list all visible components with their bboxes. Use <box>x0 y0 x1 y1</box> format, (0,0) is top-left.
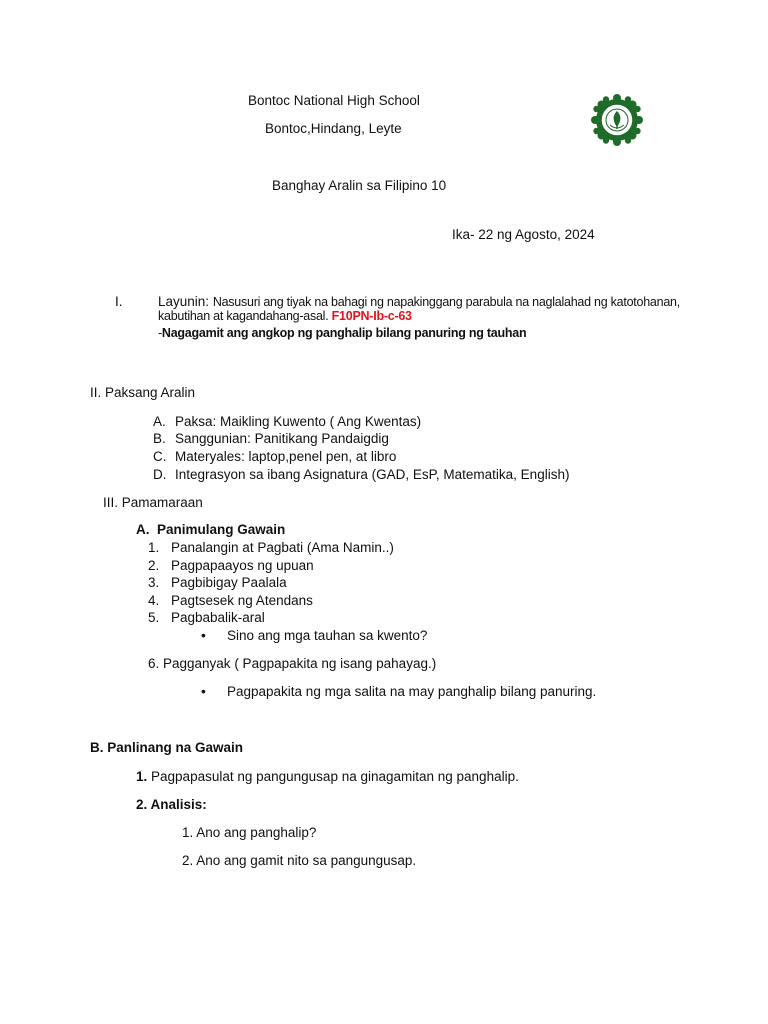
school-seal-logo <box>590 93 644 147</box>
step-marker-2: 2. <box>148 558 160 573</box>
paksa-item-a: Paksa: Maikling Kuwento ( Ang Kwentas) <box>175 414 422 429</box>
step-5-bullet: Sino ang mga tauhan sa kwento? <box>227 628 428 643</box>
panimulang-marker: A. <box>136 522 150 537</box>
panlinang-item-1-text: Pagpapasulat ng pangungusap na ginagamitan ng panghalip. <box>151 769 519 784</box>
paksa-item-c: Materyales: laptop,penel pen, at libro <box>175 449 397 464</box>
pamamaraan-heading: III. Pamamaraan <box>103 495 203 510</box>
step-marker-1: 1. <box>148 540 160 555</box>
step-3: Pagbibigay Paalala <box>171 575 287 590</box>
paksa-marker-c: C. <box>153 449 167 464</box>
objectives-numeral: I. <box>115 294 123 309</box>
subject-title: Banghay Aralin sa Filipino 10 <box>272 178 447 193</box>
panlinang-heading: B. Panlinang na Gawain <box>90 740 244 755</box>
objectives-line-2 <box>158 309 412 323</box>
objectives-line-1 <box>158 294 680 309</box>
step-2: Pagpapaayos ng upuan <box>171 558 314 573</box>
lesson-date: Ika- 22 ng Agosto, 2024 <box>452 227 595 242</box>
bullet-icon: • <box>201 627 206 643</box>
paksa-item-b: Sanggunian: Panitikang Pandaigdig <box>175 431 389 446</box>
objectives-text-1: Nasusuri ang tiyak na bahagi ng napakinggang parabula na naglalahad ng katotohanan, <box>212 295 680 309</box>
school-name: Bontoc National High School <box>248 93 420 108</box>
paksang-aralin-heading: II. Paksang Aralin <box>90 385 196 400</box>
objectives-dash: - <box>158 326 162 340</box>
analisis-heading: 2. Analisis: <box>136 797 207 812</box>
step-marker-5: 5. <box>148 610 160 625</box>
analysis-question-1: 1. Ano ang panghalip? <box>182 825 317 840</box>
paksa-marker-d: D. <box>153 467 167 482</box>
step-marker-3: 3. <box>148 575 160 590</box>
step-6-bullet: Pagpapakita ng mga salita na may panghalip bilang panuring. <box>227 684 597 699</box>
bullet-icon: • <box>201 683 206 699</box>
paksa-marker-a: A. <box>153 414 166 429</box>
step-4: Pagtsesek ng Atendans <box>171 593 313 608</box>
paksa-marker-b: B. <box>153 431 166 446</box>
step-marker-4: 4. <box>148 593 160 608</box>
analysis-question-2: 2. Ano ang gamit nito sa pangungusap. <box>182 853 417 868</box>
competency-code: F10PN-Ib-c-63 <box>331 309 412 323</box>
school-address: Bontoc,Hindang, Leyte <box>265 121 402 136</box>
step-5: Pagbabalik-aral <box>171 610 265 625</box>
panlinang-item-1 <box>136 769 519 784</box>
panimulang-gawain-heading: Panimulang Gawain <box>157 522 286 537</box>
step-1: Panalangin at Pagbati (Ama Namin..) <box>171 540 394 555</box>
objectives-label: Layunin: <box>158 294 210 309</box>
objectives-text-3: Nagagamit ang angkop ng panghalip bilang panuring ng tauhan <box>161 326 527 340</box>
objectives-text-2: kabutihan at kagandahang-asal. <box>158 309 329 323</box>
step-6: 6. Pagganyak ( Pagpapakita ng isang pahayag.) <box>148 656 437 671</box>
paksa-item-d: Integrasyon sa ibang Asignatura (GAD, EsP, Matematika, English) <box>175 467 570 482</box>
panlinang-item-1-marker: 1. <box>136 769 148 784</box>
objectives-line-3 <box>158 326 526 340</box>
